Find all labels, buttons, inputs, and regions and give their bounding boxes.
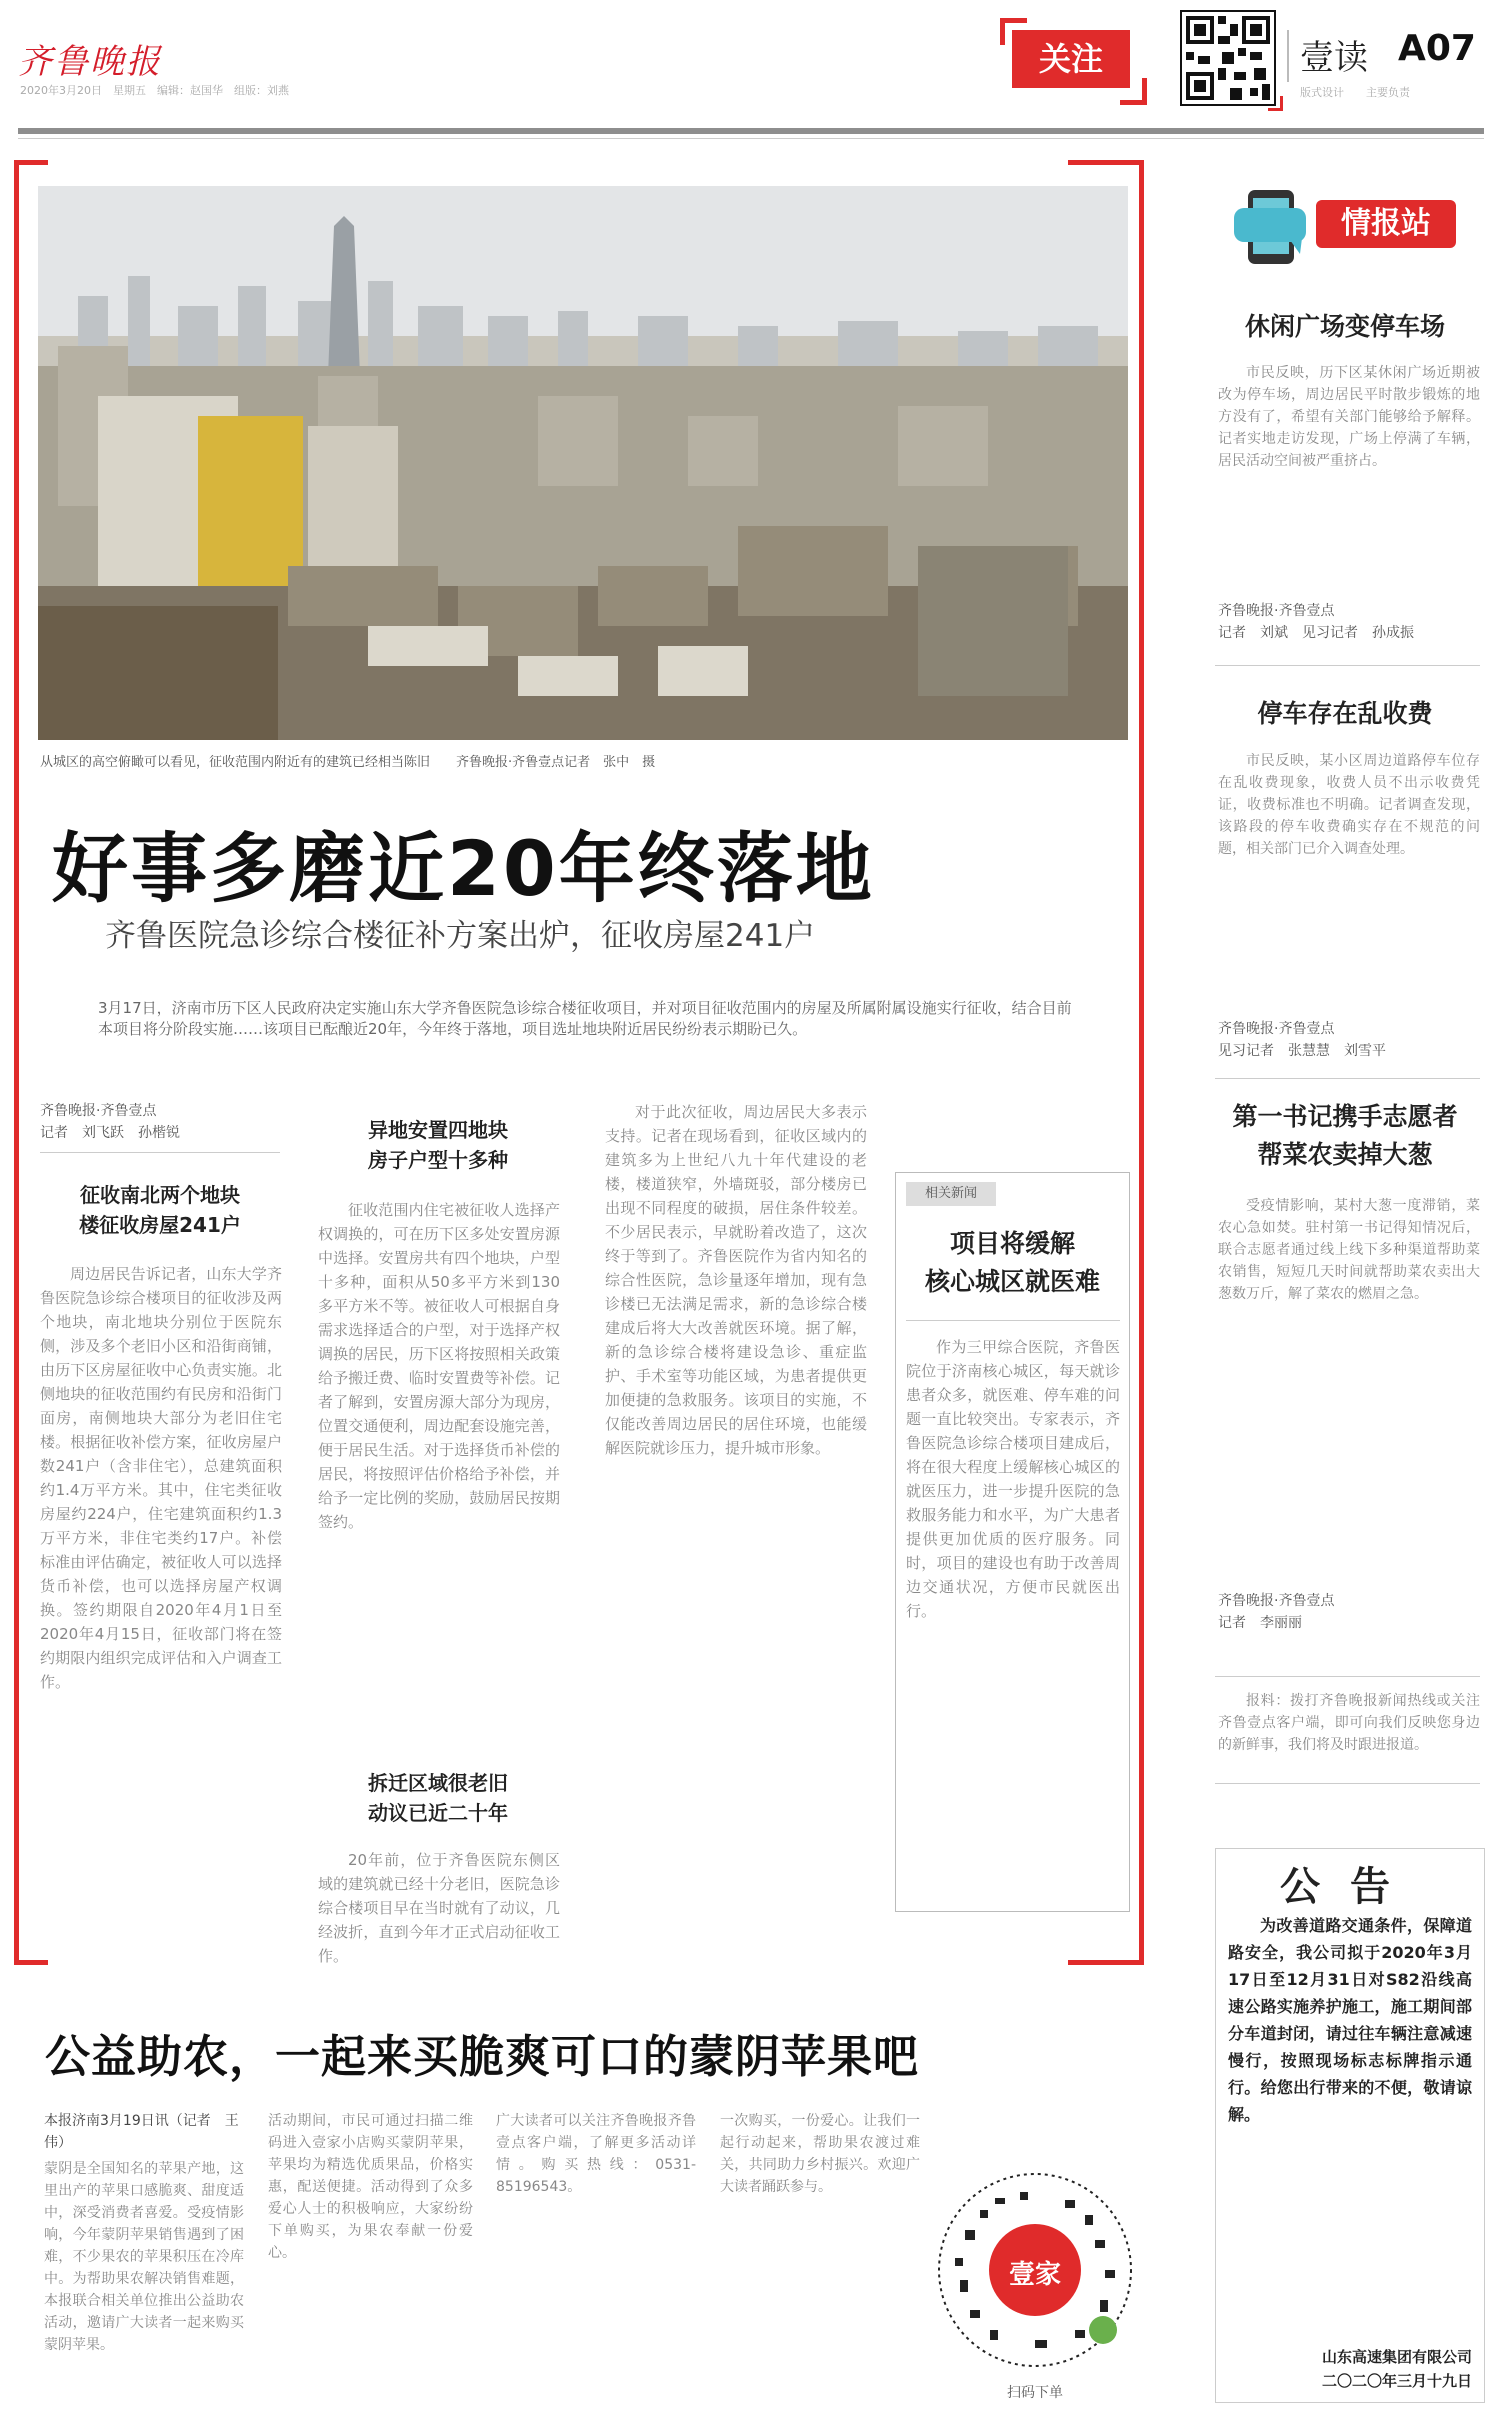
qr-code-icon[interactable] [1180,10,1276,106]
read-label: 壹读 [1300,38,1368,78]
sidebar-rule-1 [1215,665,1480,666]
col3-text: 对于此次征收，周边居民大多表示支持。记者在现场看到，征收区域内的建筑多为上世纪八九十年代建设的老楼，楼道狭窄，外墙斑驳，部分楼房已出现不同程度的破损，居住条件较差。不少居民表示，早就盼着改造了，这次终于等到了。齐鲁医院作为省内知名的综合性医院，急诊量逐年增加，现有急诊楼已无法满足需求，新的急诊综合楼建成后将大大改善就医环境。据了解，新的急诊综合楼将建设急诊、重症监护、手术室等功能区域，为患者提供更加便捷的急救服务。该项目的实施，不仅能改善周边居民的居住环境，也能缓解医院就诊压力，提升城市形象。 [605,1103,867,1457]
notice-body: 为改善道路交通条件，保障道路安全，我公司拟于2020年3月17日至12月31日对S82沿线高速公路实施养护施工，施工期间部分车道封闭，请过往车辆注意减速慢行，按照现场标志标牌指示通行。给您出行带来的不便，敬请谅解。 [1228,1916,1472,2124]
page-credits: 版式设计 主要负责 [1300,86,1410,99]
col1-heading: 征收南北两个地块 楼征收房屋241户 [79,1183,241,1237]
shop-qr-code-icon[interactable] [935,2170,1135,2370]
city-skyline-photo [38,186,1128,740]
related-news-heading: 项目将缓解 核心城区就医难 [924,1229,1100,1296]
sidebar-item-2-title: 停车存在乱收费 [1257,699,1433,728]
related-news-rule [906,1320,1120,1321]
related-news-tag: 相关新闻 [906,1182,996,1206]
main-lead: 3月17日，济南市历下区人民政府决定实施山东大学齐鲁医院急诊综合楼征收项目，并对项目征收范围内的房屋及所属附属设施实行征收，结合目前本项目将分阶段实施……该项目已酝酿近20年，今年终于落地，项目选址地块附近居民纷纷表示期盼已久。 [98,999,1072,1038]
info-station-label: 情报站 [1316,200,1456,248]
col2b-heading: 拆迁区域很老旧 动议已近二十年 [368,1771,508,1825]
frame-gap-bottom [48,1956,1068,1970]
main-subhead: 齐鲁医院急诊综合楼征补方案出炉，征收房屋241户 [105,918,816,954]
qr-code-bracket-br [1268,96,1283,111]
masthead-rule-thin [18,138,1484,139]
main-byline: 齐鲁晚报·齐鲁壹点 记者 刘飞跃 孙楷锐 [40,1103,180,1141]
sidebar-item-3-text: 受疫情影响，某村大葱一度滞销，菜农心急如焚。驻村第一书记得知情况后，联合志愿者通过线上线下多种渠道帮助菜农销售，短短几天时间就帮助菜农卖出大葱数万斤，解了菜农的燃眉之急。 [1218,1198,1480,1302]
col1-text: 周边居民告诉记者，山东大学齐鲁医院急诊综合楼项目的征收涉及两个地块，南北地块分别位于医院东侧，涉及多个老旧小区和沿街商铺，由历下区房屋征收中心负责实施。北侧地块的征收范围约有民房和沿街门面房，南侧地块大部分为老旧住宅楼。根据征收补偿方案，征收房屋户数241户（含非住宅），总建筑面积约1.4万平方米。其中，住宅类征收房屋约224户，住宅建筑面积约1.3万平方米，非住宅类约17户。补偿标准由评估确定，被征收人可以选择货币补偿，也可以选择房屋产权调换。签约期限自2020年4月1日至2020年4月15日，征收部门将在签约期限内组织完成评估和入户调查工作。 [40,1265,282,1691]
sidebar-item-1-credit: 齐鲁晚报·齐鲁壹点 记者 刘斌 见习记者 孙成振 [1218,603,1414,641]
ad-text-4: 一次购买，一份爱心。让我们一起行动起来，帮助果农渡过难关，共同助力乡村振兴。欢迎广大读者踊跃参与。 [720,2113,920,2195]
masthead-rule [18,128,1484,134]
shop-label: 壹家 [1008,2260,1061,2290]
col2-text: 征收范围内住宅被征收人选择产权调换的，可在历下区多处安置房源中选择。安置房共有四个地块，户型十多种，面积从50多平方米到130多平方米不等。被征收人可根据自身需求选择适合的户型，对于选择产权调换的居民，历下区将按照相关政策给予搬迁费、临时安置费等补偿。记者了解到，安置房源大部分为现房，位置交通便利，周边配套设施完善，便于居民生活。对于选择货币补偿的居民，将按照评估价格给予补偿，并给予一定比例的奖励，鼓励居民按期签约。 [318,1201,560,1531]
info-station-badge [1230,180,1470,272]
newspaper-logo: 齐鲁晚报 [18,42,162,82]
sidebar-item-2-text: 市民反映，某小区周边道路停车位存在乱收费现象，收费人员不出示收费凭证，收费标准也不明确。记者调查发现，该路段的停车收费确实存在不规范的问题，相关部门已介入调查处理。 [1218,753,1480,857]
related-news-text: 作为三甲综合医院，齐鲁医院位于济南核心城区，每天就诊患者众多，就医难、停车难的问题一直比较突出。专家表示，齐鲁医院急诊综合楼项目建成后，将在很大程度上缓解核心城区的就医压力，进一步提升医院的急救服务能力和水平，为广大患者提供更加优质的医疗服务。同时，项目的建设也有助于改善周边交通状况，方便市民就医出行。 [906,1338,1120,1620]
sidebar-item-3-credit: 齐鲁晚报·齐鲁壹点 记者 李丽丽 [1218,1593,1335,1631]
sidebar-rule-2 [1215,1078,1480,1079]
notice-title: 公告 [1280,1863,1420,1910]
hotline-text: 报料：拨打齐鲁晚报新闻热线或关注齐鲁壹点客户端，即可向我们反映您身边的新鲜事，我们将及时跟进报道。 [1218,1693,1480,1753]
section-tag: 关注 [1012,30,1130,88]
ad-headline: 公益助农，一起来买脆爽可口的蒙阴苹果吧 [45,2030,920,2083]
photo-caption: 从城区的高空俯瞰可以看见，征收范围内附近有的建筑已经相当陈旧 齐鲁晚报·齐鲁壹点记者 张中 摄 [40,755,656,770]
page-number: A07 [1398,28,1476,69]
shop-qr-label: 扫码下单 [1007,2385,1063,2401]
frame-gap-top [48,155,1068,169]
notice-signature: 山东高速集团有限公司 二〇二〇年三月十九日 [1321,2348,1472,2390]
sidebar-item-1-title: 休闲广场变停车场 [1244,312,1445,341]
ad-text-2: 活动期间，市民可通过扫描二维码进入壹家小店购买蒙阴苹果，苹果均为精选优质果品，价格实惠，配送便捷。活动得到了众多爱心人士的积极响应，大家纷纷下单购买，为果农奉献一份爱心。 [268,2113,473,2261]
col2-heading: 异地安置四地块 房子户型十多种 [368,1118,508,1172]
ad-text-1: 蒙阴是全国知名的苹果产地，这里出产的苹果口感脆爽、甜度适中，深受消费者喜爱。受疫情影响，今年蒙阴苹果销售遇到了困难，不少果农的苹果积压在冷库中。为帮助果农解决销售难题，本报联合相关单位推出公益助农活动，邀请广大读者一起来购买蒙阴苹果。 [44,2161,244,2353]
sidebar-item-1-text: 市民反映，历下区某休闲广场近期被改为停车场，周边居民平时散步锻炼的地方没有了，希望有关部门能够给予解释。记者实地走访发现，广场上停满了车辆，居民活动空间被严重挤占。 [1218,365,1480,469]
ad-text-3: 广大读者可以关注齐鲁晚报齐鲁壹点客户端，了解更多活动详情。购买热线：0531-85196543。 [496,2113,696,2195]
main-headline: 好事多磨近20年终落地 [52,824,875,913]
col2b-text: 20年前，位于齐鲁医院东侧区域的建筑就已经十分老旧，医院急诊综合楼项目早在当时就有了动议，几经波折，直到今年才正式启动征收工作。 [318,1851,560,1965]
sidebar-item-2-credit: 齐鲁晚报·齐鲁壹点 见习记者 张慧慧 刘雪平 [1218,1021,1386,1059]
sidebar-item-3-title: 第一书记携手志愿者 帮菜农卖掉大葱 [1232,1102,1458,1169]
byline-rule [40,1152,280,1153]
dateline: 2020年3月20日 星期五 编辑：赵国华 组版：刘燕 [20,84,289,97]
header-divider [1287,30,1289,82]
ad-byline: 本报济南3月19日讯（记者 王伟） [44,2113,239,2151]
